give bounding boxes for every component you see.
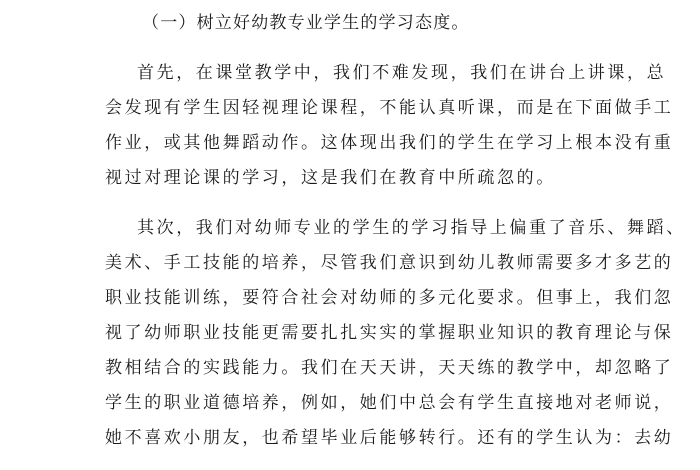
paragraph-line: 她不喜欢小朋友，也希望毕业后能够转行。还有的学生认为：去幼 — [105, 428, 674, 448]
paragraph-line: 教相结合的实践能力。我们在天天讲，天天练的教学中，却忽略了 — [105, 358, 674, 378]
paragraph-line: 视过对理论课的学习，这是我们在教育中所疏忽的。 — [105, 168, 556, 188]
paragraph-line: 首先，在课堂教学中，我们不难发现，我们在讲台上讲课，总 — [137, 63, 667, 83]
paragraph-line: 美术、手工技能的培养，尽管我们意识到幼儿教师需要多才多艺的 — [105, 253, 674, 273]
section-heading: （一）树立好幼教专业学生的学习态度。 — [142, 13, 470, 33]
paragraph-line: 视了幼师职业技能更需要扎扎实实的掌握职业知识的教育理论与保 — [105, 323, 674, 343]
paragraph-line: 作业，或其他舞蹈动作。这体现出我们的学生在学习上根本没有重 — [105, 133, 674, 153]
paragraph-line: 会发现有学生因轻视理论课程，不能认真听课，而是在下面做手工 — [105, 98, 674, 118]
paragraph-line: 学生的职业道德培养，例如，她们中总会有学生直接地对老师说， — [105, 393, 674, 413]
paragraph-line: 职业技能训练，要符合社会对幼师的多元化要求。但事上，我们忽 — [105, 288, 674, 308]
paragraph-line: 其次，我们对幼师专业的学生的学习指导上偏重了音乐、舞蹈、 — [137, 218, 686, 238]
